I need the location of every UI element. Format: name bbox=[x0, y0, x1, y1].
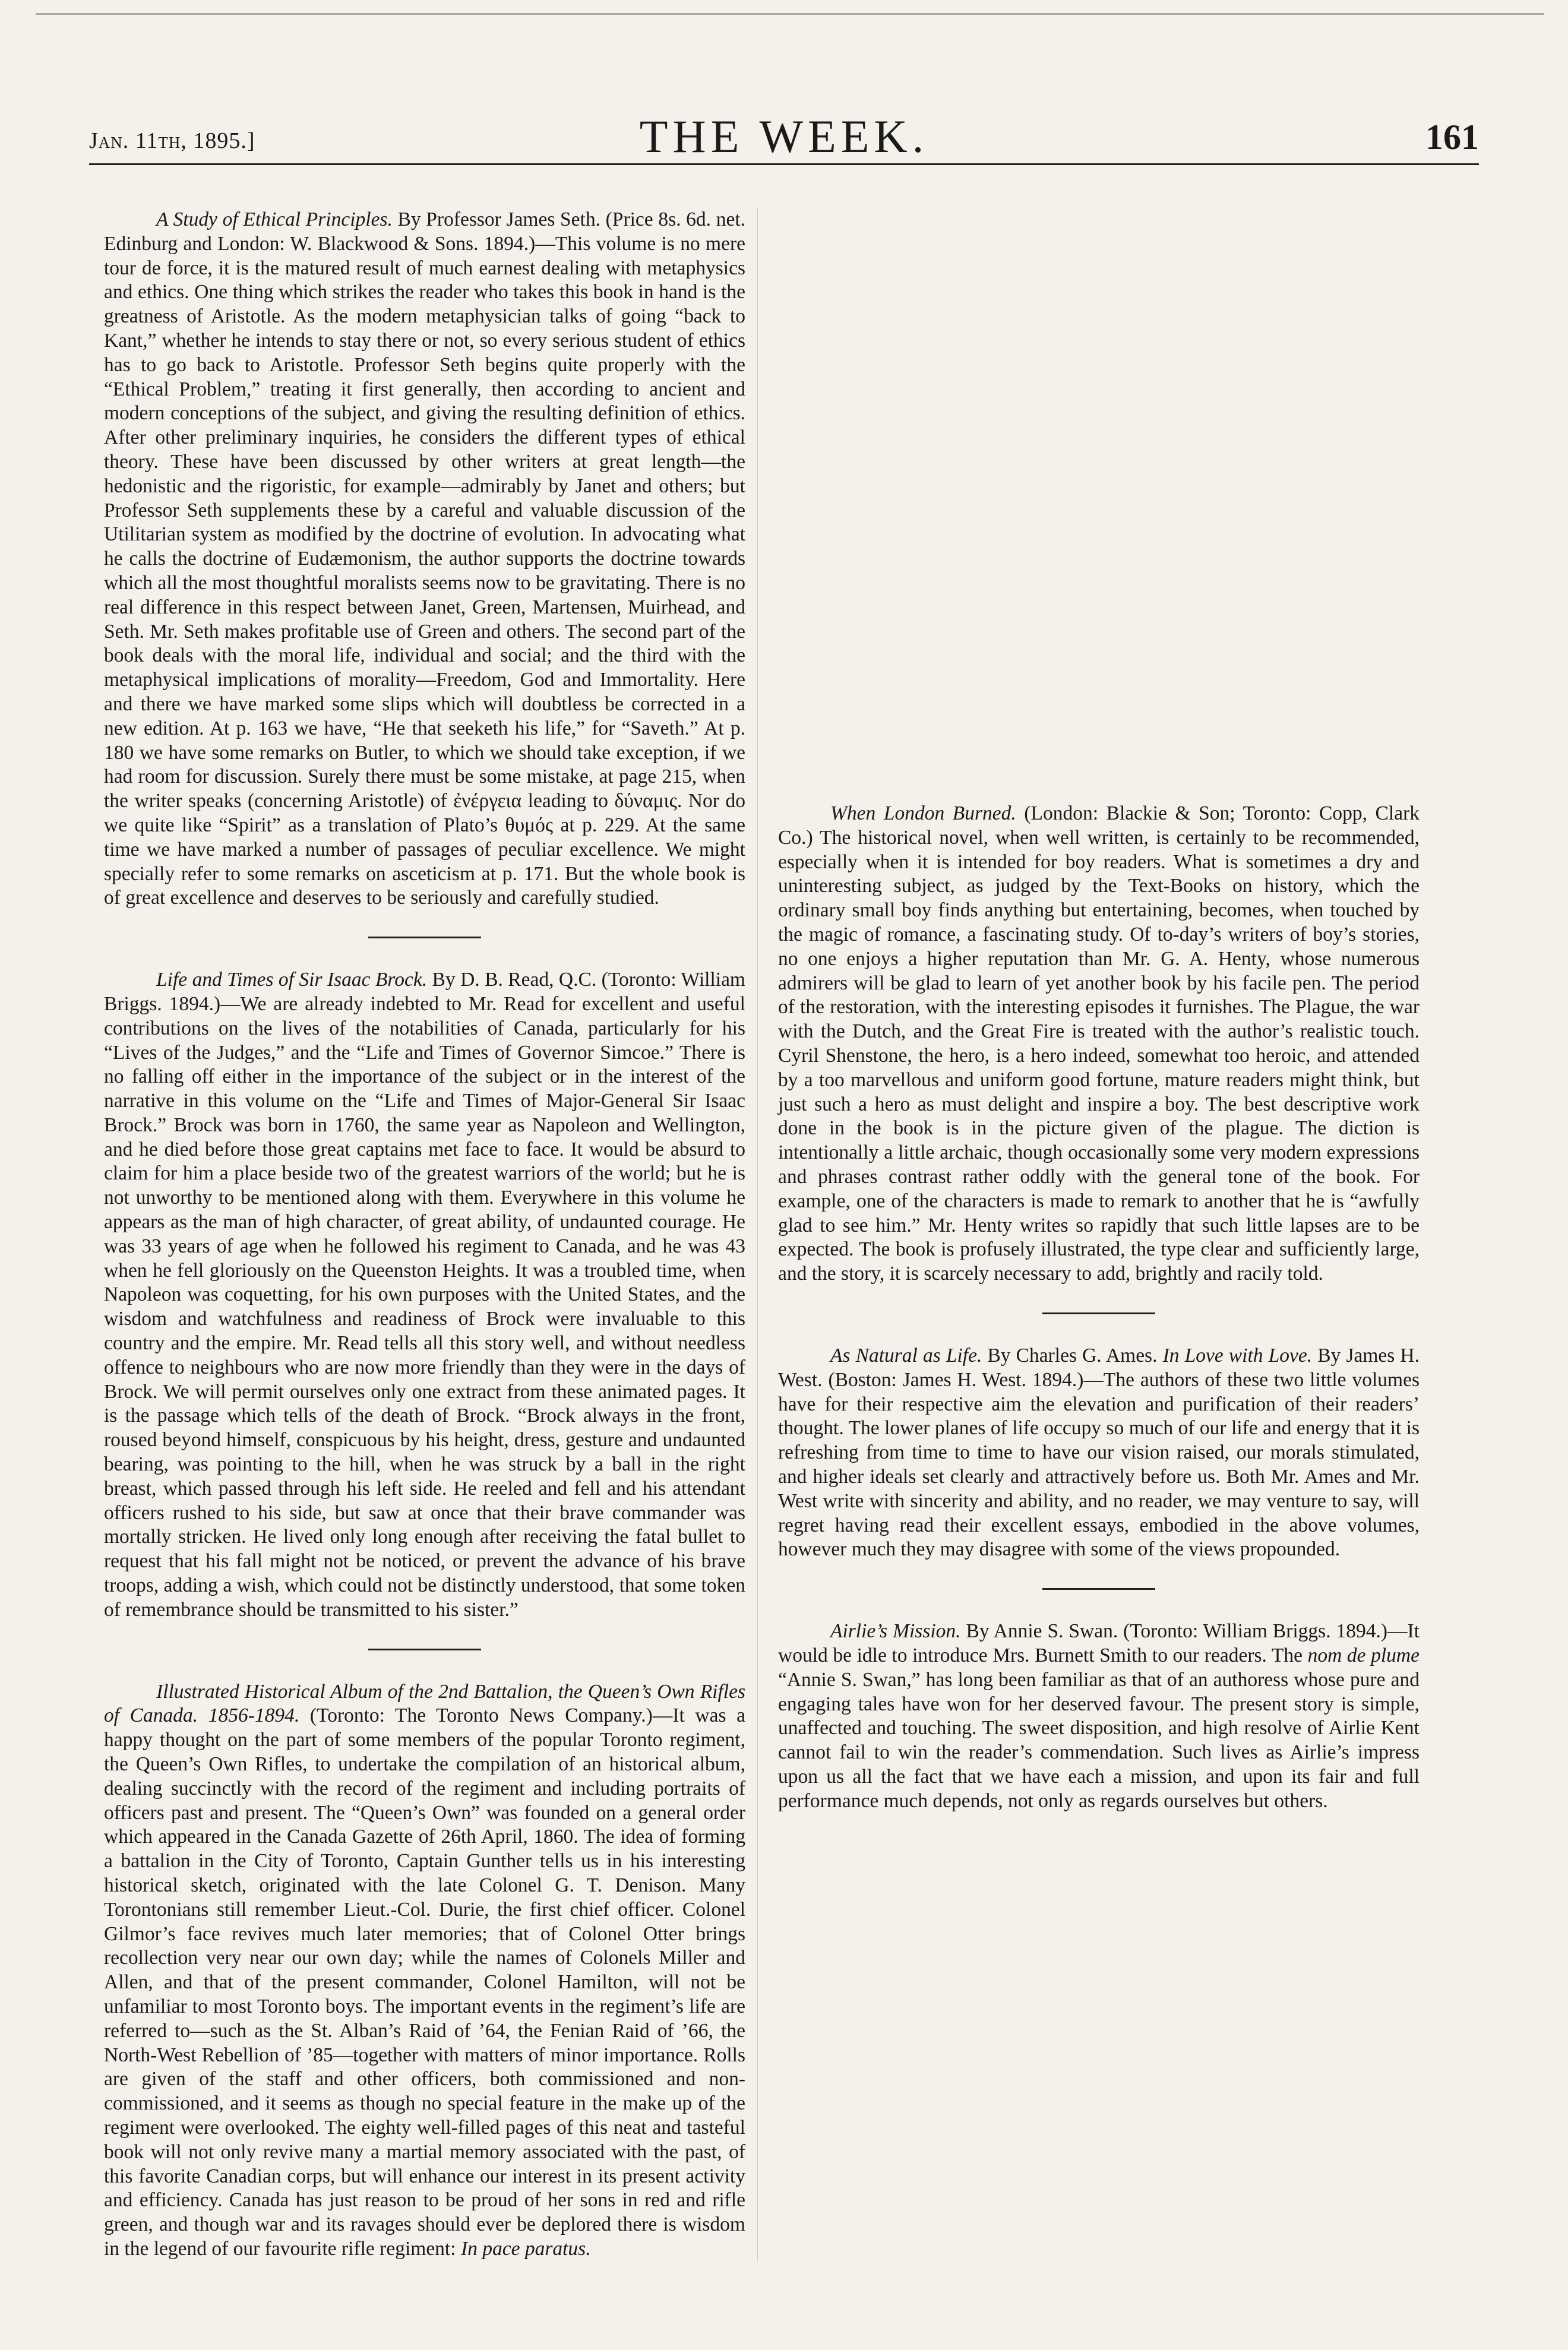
top-edge-rule bbox=[36, 0, 1544, 15]
left-column bbox=[104, 208, 758, 2262]
review-second-title: In Love with Love. bbox=[1162, 1344, 1313, 1367]
right-column bbox=[760, 802, 1420, 1813]
issue-date: Jan. 11th, 1895.] bbox=[89, 128, 255, 153]
review-title: Life and Times of Sir Isaac Brock. bbox=[156, 969, 428, 991]
nom-de-plume: nom de plume bbox=[1307, 1644, 1420, 1666]
page-number: 161 bbox=[1425, 118, 1479, 157]
regiment-motto: In pace paratus. bbox=[460, 2237, 591, 2260]
publication-title: THE WEEK. bbox=[639, 110, 929, 162]
review-body: By Annie S. Swan. (Toronto: William Briggs. 1894.)—It would be idle to introduce Mrs. Burnett Smith to our readers. The bbox=[778, 1620, 1420, 1666]
section-divider bbox=[1042, 1588, 1155, 1590]
review-body: (London: Blackie & Son; Toronto: Copp, Clark Co.) The historical novel, when well written, is certainly to be recommended, especially when it is intended for boy readers. What is sometimes a dry and uninteresting subject, as judged by the Text-Books on history, which the ordinary small boy finds anything but entertaining, becomes, when touched by the magic of romance, a fascinating study. Of to-day’s writers of boy’s stories, no one enjoys a higher reputation than Mr. G. A. Henty, whose numerous admirers will be glad to learn of yet another book by his facile pen. The period of the restoration, with the interesting episodes it furnishes. The Plague, the war with the Dutch, and the Great Fire is treated with the author’s realistic touch. Cyril Shenstone, the hero, is a hero indeed, somewhat too heroic, and attended by a too marvellous and uniform good fortune, mature readers might think, but just such a hero as must delight and inspire a boy. The best descriptive work done in the book is in the picture given of the plague. The diction is intentionally a little archaic, though occasionally some very modern expressions and phrases contrast rather oddly with the general tone of the book. For example, one of the characters is made to remark to another that he is “awfully glad to see him.” Mr. Henty writes so rapidly that such little lapses are to be expected. The book is profusely illustrated, the type clear and sufficiently large, and the story, it is scarcely necessary to add, brightly and racily told. bbox=[778, 802, 1420, 1285]
review-queens-own-album bbox=[104, 1680, 745, 2262]
review-body: By D. B. Read, Q.C. (Toronto: William Briggs. 1894.)—We are already indebted to Mr. Read for excellent and useful contributions on the lives of the notabilities of Canada, particularly for his “Lives of the Judges,” and the “Life and Times of Governor Simcoe.” There is no falling off either in the importance of the subject or in the interest of the narrative in this volume on the “Life and Times of Major-General Sir Isaac Brock.” Brock was born in 1760, the same year as Napoleon and Wellington, and he died before those great captains met face to face. It would be absurd to claim for him a place beside two of the greatest warriors of the world; but he is not unworthy to be mentioned along with them. Everywhere in this volume he appears as the man of high character, of great ability, of undaunted courage. He was 33 years of age when he followed his regiment to Canada, and he was 43 when he fell gloriously on the Queenston Heights. It was a troubled time, when Napoleon was coquetting, for his own purposes with the United States, and the wisdom and watchfulness and readiness of Brock were invaluable to this country and the empire. Mr. Read tells all this story well, and without needless offence to neighbours who are now more friendly than they were in the days of Brock. We will permit ourselves only one extract from these animated pages. It is the passage which tells of the death of Brock. “Brock always in the front, roused beyond himself, conspicuous by his height, dress, gesture and undaunted bearing, was pointing to the hill, when he was struck by a ball in the right breast, which passed through his left side. He reeled and fell and his attendant officers rushed to his side, but saw at once that their brave commander was mortally stricken. He lived only long enough after receiving the fatal bullet to request that his fall might not be noticed, or prevent the advance of his brave troops, adding a wish, which could not be distinctly understood, that some token of remembrance should be transmitted to his sister.” bbox=[104, 969, 745, 1621]
section-divider bbox=[368, 1649, 481, 1650]
page-header bbox=[89, 110, 1479, 165]
review-isaac-brock bbox=[104, 968, 745, 1622]
review-natural-as-life bbox=[778, 1344, 1420, 1562]
review-title: As Natural as Life. bbox=[830, 1344, 982, 1367]
review-author: By Charles G. Ames. bbox=[982, 1344, 1163, 1367]
review-body-continued: “Annie S. Swan,” has long been familiar as that of an authoress whose pure and engaging tales have won for her deserved favour. The present story is simple, unaffected and touching. The sweet disposition, and high resolve of Airlie Kent cannot fail to win the reader’s commendation. Such lives as Airlie’s impress upon us all the fact that we have each a mission, and upon its fair and full performance much depends, not only as regards ourselves but others. bbox=[778, 1668, 1420, 1812]
section-divider bbox=[368, 937, 481, 938]
review-when-london-burned bbox=[778, 802, 1420, 1286]
review-body: By James H. West. (Boston: James H. West. 1894.)—The authors of these two little volumes have for their respective aim the elevation and purification of their readers’ thought. The lower planes of life occupy so much of our life and energy that it is refreshing from time to time to have our vision raised, our morals stimulated, and higher ideals set clearly and attractively before us. Both Mr. Ames and Mr. West write with sincerity and ability, and no reader, we may venture to say, will regret having read their excellent essays, embodied in the above volumes, however much they may disagree with some of the views propounded. bbox=[778, 1344, 1420, 1561]
review-title: A Study of Ethical Principles. bbox=[156, 208, 393, 230]
review-body: (Toronto: The Toronto News Company.)—It was a happy thought on the part of some members of the popular Toronto regiment, the Queen’s Own Rifles, to undertake the compilation of an historical album, dealing succinctly with the record of the regiment and including portraits of officers past and present. The “Queen’s Own” was founded on a general order which appeared in the Canada Gazette of 26th April, 1860. The idea of forming a battalion in the City of Toronto, Captain Gunther tells us in his interesting historical sketch, originated with the late Colonel G. T. Denison. Many Torontonians still remember Lieut.-Col. Durie, the first chief officer. Colonel Gilmor’s face revives much later memories; that of Colonel Otter brings recollection very near our own day; while the names of Colonels Miller and Allen, and that of the present commander, Colonel Hamilton, will not be unfamiliar to most Toronto boys. The important events in the regiment’s life are referred to—such as the St. Alban’s Raid of ’64, the Fenian Raid of ’66, the North-West Rebellion of ’85—together with matters of minor importance. Rolls are given of the staff and other officers, both commissioned and non-commissioned, and it seems as though no special feature in the make up of the regiment were overlooked. The eighty well-filled pages of this neat and tasteful book will not only revive many a martial memory associated with the past, of this favorite Canadian corps, but will enhance our interest in its present activity and efficiency. Canada has just reason to be proud of her sons in red and rifle green, and though war and its ravages should ever be deplored there is wisdom in the legend of our favourite rifle regiment: bbox=[104, 1704, 746, 2260]
review-title: When London Burned. bbox=[830, 802, 1016, 824]
review-airlies-mission bbox=[778, 1620, 1420, 1813]
review-title: Illustrated Historical Album of the 2nd Battalion, the Queen’s Own Rifles of Canada. 1856-1894. bbox=[104, 1680, 745, 1727]
review-title: Airlie’s Mission. bbox=[830, 1620, 961, 1643]
review-ethical-principles bbox=[104, 208, 745, 910]
review-body: By Professor James Seth. (Price 8s. 6d. net. Edinburg and London: W. Blackwood & Sons. 1894.)—This volume is no mere tour de force, it is the matured result of much earnest dealing with metaphysics and ethics. One thing which strikes the reader who takes this book in hand is the greatness of Aristotle. As the modern metaphysician talks of going “back to Kant,” whether he intends to stay there or not, so every serious student of ethics has to go back to Aristotle. Professor Seth begins quite properly with the “Ethical Problem,” treating it first generally, then according to ancient and modern conceptions of the subject, and giving the resulting definition of ethics. After other preliminary inquiries, he considers the different types of ethical theory. These have been discussed by other writers at great length—the hedonistic and the rigoristic, for example—admirably by Janet and others; but Professor Seth supplements these by a careful and valuable discussion of the Utilitarian system as modified by the doctrine of evolution. In advocating what he calls the doctrine of Eudæmonism, the author supports the doctrine towards which all the most thoughtful moralists seems now to be gravitating. There is no real difference in this respect between Janet, Green, Martensen, Muirhead, and Seth. Mr. Seth makes profitable use of Green and others. The second part of the book deals with the moral life, individual and social; and the third with the metaphysical implications of morality—Freedom, God and Immortality. Here and there we have marked some slips which will doubtless be corrected in a new edition. At p. 163 we have, “He that seeketh his life,” for “Saveth.” At p. 180 we have some remarks on Butler, to which we should take exception, if we had room for discussion. Surely there must be some mistake, at page 215, when the writer speaks (concerning Aristotle) of ἐνέργεια leading to δύναμις. Nor do we quite like “Spirit” as a translation of Plato’s θυμός at p. 229. At the same time we have marked a number of passages of peculiar excellence. We might specially refer to some remarks on asceticism at p. 171. But the whole book is of great excellence and deserves to be seriously and carefully studied. bbox=[104, 208, 745, 909]
section-divider bbox=[1042, 1312, 1155, 1314]
